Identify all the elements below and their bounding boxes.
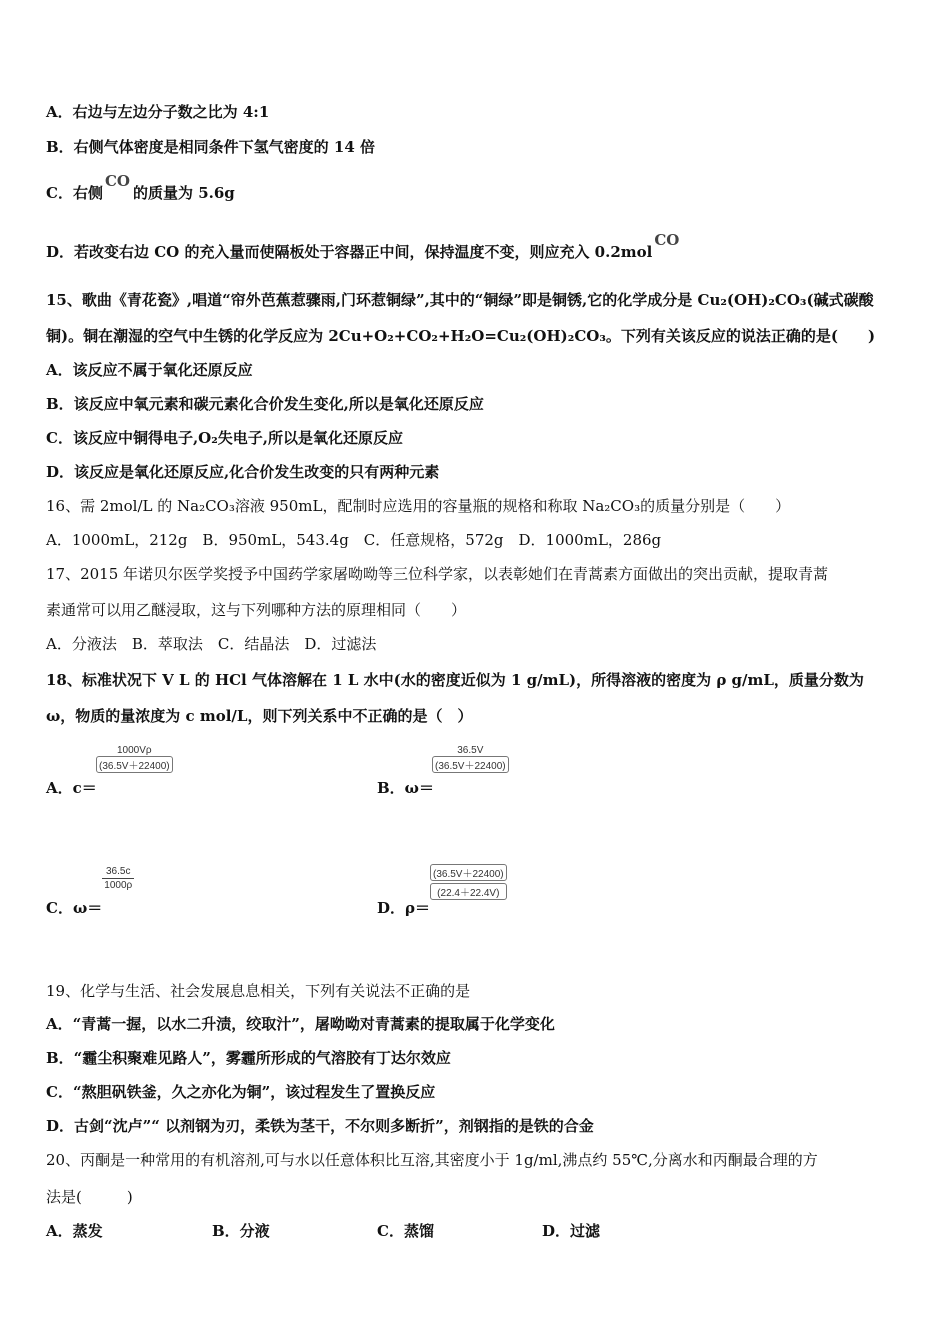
- fraction-numerator: 36.5c: [106, 866, 131, 877]
- q15-stem-line1: 15、歌曲《青花瓷》,唱道“帘外芭蕉惹骤雨,门环惹铜绿”,其中的“铜绿”即是铜锈,它的化学成分是 Cu₂(OH)₂CO₃(碱式碳酸: [46, 291, 874, 309]
- fraction-numerator: (36.5V＋22400): [430, 864, 507, 881]
- q14-option-a: A．右边与左边分子数之比为 4:1: [46, 103, 270, 121]
- fraction-denominator: 1000ρ: [104, 880, 133, 891]
- fraction-denominator: (36.5V＋22400): [96, 756, 173, 773]
- q18-option-b-formula: [432, 745, 509, 773]
- q14-option-c-suffix: 的质量为 5.6g: [132, 184, 235, 202]
- q20-option-c: C．蒸馏: [377, 1222, 434, 1240]
- q15-option-b: B．该反应中氧元素和碳元素化合价发生变化,所以是氧化还原反应: [46, 395, 484, 413]
- q18-option-a-label: A．c＝: [46, 779, 97, 797]
- fraction-numerator: 1000Vρ: [117, 745, 152, 756]
- fraction-numerator: 36.5V: [457, 745, 484, 756]
- q15-option-d: D．该反应是氧化还原反应,化合价发生改变的只有两种元素: [46, 463, 440, 481]
- q16-stem: 16、需 2mol/L 的 Na₂CO₃溶液 950mL，配制时应选用的容量瓶的规格和称取 Na₂CO₃的质量分别是（ ）: [46, 497, 791, 515]
- q14-option-d-text: D．若改变右边 CO 的充入量而使隔板处于容器正中间，保持温度不变，则应充入 0.2mol: [46, 243, 653, 261]
- q19-stem: 19、化学与生活、社会发展息息相关，下列有关说法不正确的是: [46, 982, 471, 1000]
- q19-option-c: C．“熬胆矾铁釜，久之亦化为铜”，该过程发生了置换反应: [46, 1083, 436, 1101]
- q19-option-a: A．“青蒿一握，以水二升渍，绞取汁”，屠呦呦对青蒿素的提取属于化学变化: [46, 1015, 555, 1033]
- q14-option-c: [46, 172, 235, 203]
- q18-stem-line2: ω，物质的量浓度为 c mol/L，则下列关系中不正确的是（ ）: [46, 707, 473, 725]
- q17-stem-line2: 素通常可以用乙醚浸取，这与下列哪种方法的原理相同（ ）: [46, 601, 467, 619]
- q17-stem-line1: 17、2015 年诺贝尔医学奖授予中国药学家屠呦呦等三位科学家，以表彰她们在青蒿素方面做出的突出贡献，提取青蒿: [46, 565, 829, 583]
- co-formula-image: CO: [654, 231, 680, 249]
- q18-option-b-label: B．ω＝: [377, 779, 434, 797]
- q19-option-d: D．古剑“沈卢”“ 以剂钢为刃，柔铁为茎干，不尔则多断折”，剂钢指的是铁的合金: [46, 1117, 594, 1135]
- q15-option-c: C．该反应中铜得电子,O₂失电子,所以是氧化还原反应: [46, 429, 404, 447]
- q19-option-b: B．“霾尘积聚难见路人”，雾霾所形成的气溶胶有丁达尔效应: [46, 1049, 451, 1067]
- q18-option-a-formula: [96, 745, 173, 773]
- q20-option-d: D．过滤: [542, 1222, 601, 1240]
- q16-options: A．1000mL，212g B．950mL，543.4g C．任意规格，572g D．1000mL，286g: [46, 531, 662, 549]
- q18-option-c-formula: [102, 866, 134, 891]
- q20-option-b: B．分液: [212, 1222, 270, 1240]
- q20-stem-line2: 法是( ): [46, 1188, 133, 1206]
- q15-option-a: A．该反应不属于氧化还原反应: [46, 361, 253, 379]
- q20-option-a: A．蒸发: [46, 1222, 103, 1240]
- q20-stem-line1: 20、丙酮是一种常用的有机溶剂,可与水以任意体积比互溶,其密度小于 1g/ml,沸点约 55℃,分离水和丙酮最合理的方: [46, 1151, 818, 1169]
- fraction-denominator: (22.4＋22.4V): [430, 883, 507, 900]
- q14-option-b: B．右侧气体密度是相同条件下氢气密度的 14 倍: [46, 138, 375, 156]
- q17-options: A．分液法 B．萃取法 C．结晶法 D．过滤法: [46, 635, 377, 653]
- q18-stem-line1: 18、标准状况下 V L 的 HCl 气体溶解在 1 L 水中(水的密度近似为 1 g/mL)，所得溶液的密度为 ρ g/mL，质量分数为: [46, 671, 864, 689]
- q15-stem-line2: 铜)。铜在潮湿的空气中生锈的化学反应为 2Cu+O₂+CO₂+H₂O=Cu₂(OH)₂CO₃。下列有关该反应的说法正确的是( ): [46, 327, 876, 345]
- q14-option-c-prefix: C．右侧: [46, 184, 103, 202]
- q18-option-c-label: C．ω＝: [46, 899, 103, 917]
- co-formula-image: CO: [104, 172, 130, 190]
- q14-option-d: [46, 231, 682, 262]
- fraction-denominator: (36.5V＋22400): [432, 756, 509, 773]
- q18-option-d-label: D．ρ＝: [377, 899, 430, 917]
- q18-option-d-formula: [430, 864, 507, 900]
